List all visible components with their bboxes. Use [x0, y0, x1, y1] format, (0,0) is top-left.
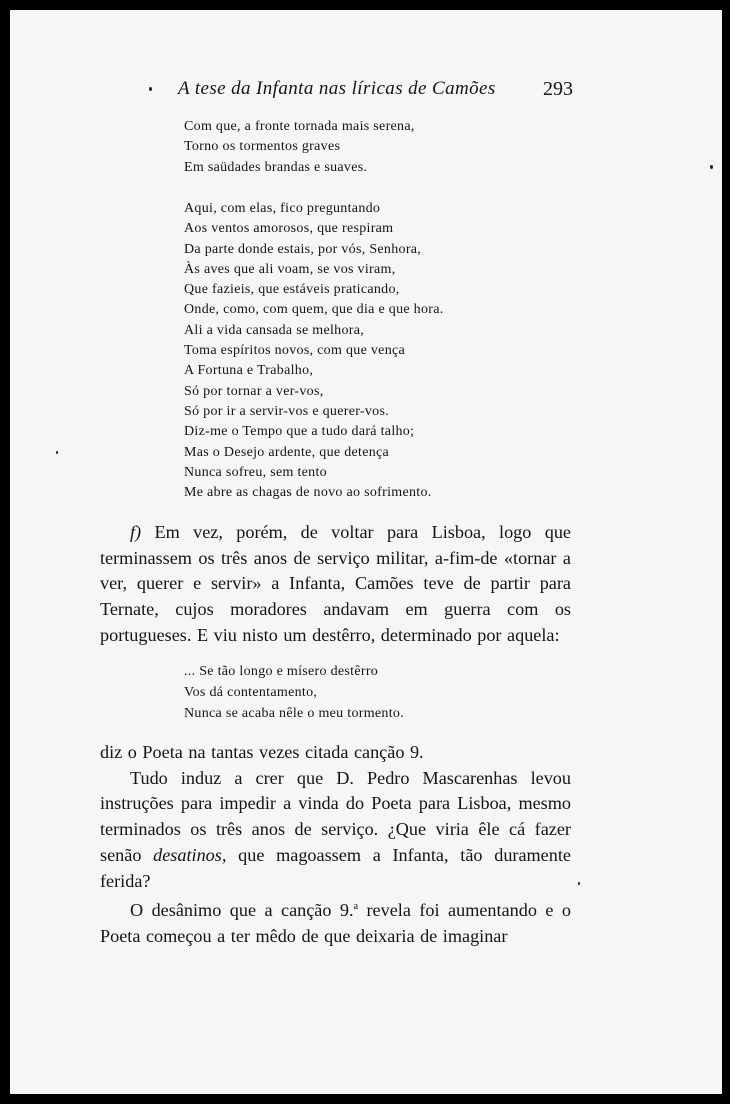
- verse-line: Diz-me o Tempo que a tudo dará talho;: [184, 424, 415, 440]
- scan-speck: [578, 882, 580, 885]
- verse-line: Só por ir a servir-vos e querer-vos.: [184, 403, 390, 419]
- verse-line: Que fazieis, que estáveis praticando,: [184, 282, 400, 298]
- paragraph-text: revela foi aumentando e o Poeta começou a ter mêdo de que deixaria de imaginar: [100, 900, 571, 946]
- paragraph-cancao: diz o Poeta na tantas vezes citada canção 9.: [100, 742, 424, 762]
- verse-line: Me abre as chagas de novo ao sofrimento.: [184, 485, 432, 501]
- paragraph-text: Em vez, porém, de voltar para Lisboa, logo que terminassem os três anos de serviço militar, a-fim-de «tornar a ver, querer e servir» a Infanta, Camões teve de partir para Ternate, cujos moradores andavam em guerra com os portugueses. E viu nisto um destêrro, determinado por aquela:: [100, 522, 571, 645]
- verse-line: Em saüdades brandas e suaves.: [184, 159, 368, 175]
- paragraph-text: Tudo induz a crer que D. Pedro Mascarenhas levou instruções para impedir a vinda do Poeta para Lisboa, mesmo terminados os três anos de serviço. ¿Que viria êle cá fazer senão: [100, 767, 571, 865]
- verse-line: Da parte donde estais, por vós, Senhora,: [184, 241, 422, 257]
- verse-line: Torno os tormentos graves: [184, 139, 341, 155]
- paragraph-label: f): [130, 522, 142, 542]
- verse-line: Com que, a fronte tornada mais serena,: [184, 119, 415, 134]
- prose-block-2: [100, 740, 571, 950]
- verse-line: Aqui, com elas, fico preguntando: [184, 201, 381, 216]
- verse-line: Aos ventos amorosos, que respiram: [184, 221, 394, 237]
- verse-line: Só por tornar a ver-vos,: [184, 383, 324, 399]
- paragraph-f: [100, 520, 571, 649]
- verse-line: Nunca se acaba nêle o meu tormento.: [184, 706, 405, 721]
- verse-line: Às aves que ali voam, se vos viram,: [184, 261, 396, 277]
- verse-line: A Fortuna e Trabalho,: [184, 363, 314, 379]
- book-page: [10, 10, 722, 1094]
- paragraph-text: O desânimo que a canção 9.: [130, 900, 354, 921]
- verse-line: Mas o Desejo ardente, que detença: [184, 444, 390, 460]
- italic-word: desatinos,: [153, 844, 227, 865]
- scan-speck: [149, 87, 152, 91]
- prose-block-1: [100, 520, 571, 649]
- paragraph-text: que magoassem a Infanta, tão duramente ferida?: [100, 844, 571, 891]
- verse-stanza-3: [184, 661, 404, 724]
- verse-line: Vos dá contentamento,: [184, 685, 318, 700]
- verse-line: Toma espíritos novos, com que vença: [184, 343, 406, 359]
- verse-stanza-1: [184, 117, 415, 178]
- scan-speck: [56, 451, 58, 454]
- running-header: [10, 76, 722, 106]
- verse-line: ... Se tão longo e mísero destêrro: [184, 664, 379, 679]
- scan-speck: [710, 165, 713, 169]
- paragraph-desanimo: [100, 894, 571, 949]
- running-title: A tese da Infanta nas líricas de Camões: [178, 78, 496, 99]
- verse-line: Onde, como, com quem, que dia e que hora.: [184, 302, 444, 318]
- verse-line: Nunca sofreu, sem tento: [184, 464, 327, 480]
- verse-stanza-2: [184, 199, 444, 503]
- page-number: 293: [543, 78, 573, 100]
- ordinal-superscript: a: [353, 901, 359, 913]
- verse-line: Ali a vida cansada se melhora,: [184, 322, 365, 338]
- paragraph-tudo: [100, 766, 571, 895]
